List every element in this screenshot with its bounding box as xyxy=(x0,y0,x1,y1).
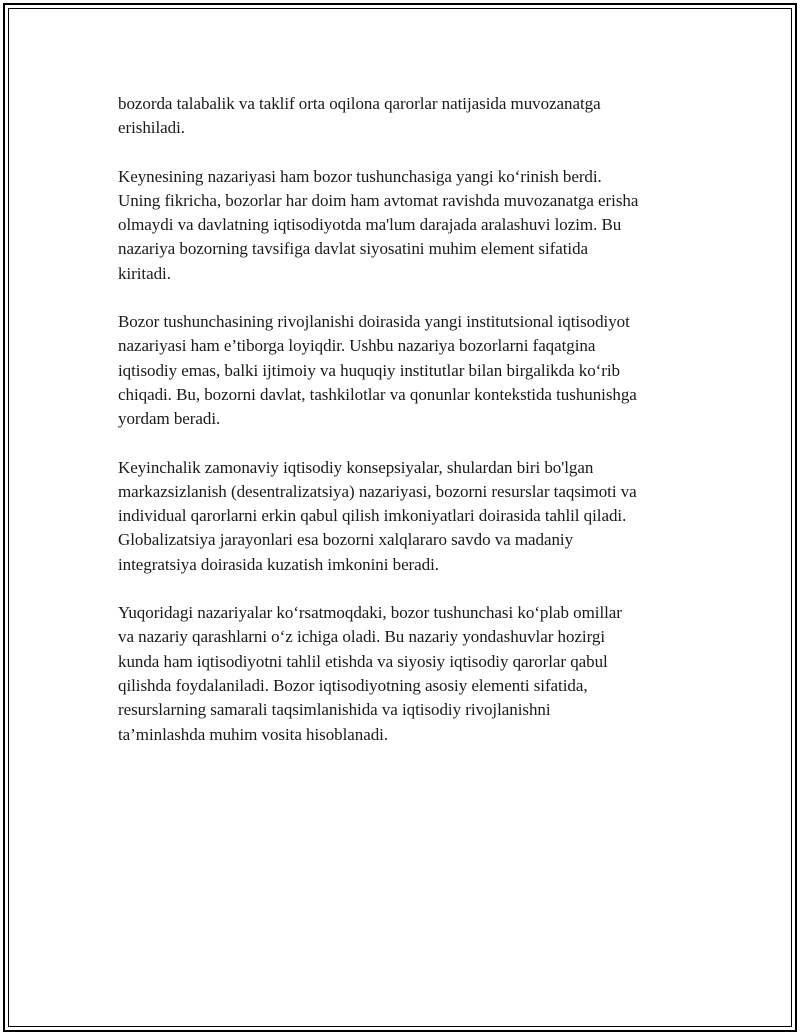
text-line: olmaydi va davlatning iqtisodiyotda ma'lum darajada aralashuvi lozim. Bu xyxy=(118,215,622,235)
document-body xyxy=(118,92,698,771)
text-line: Keynesining nazariyasi ham bozor tushunchasiga yangi ko‘rinish berdi. xyxy=(118,166,602,186)
text-line: Bozor tushunchasining rivojlanishi doirasida yangi institutsional iqtisodiyot xyxy=(118,312,630,332)
paragraph-4 xyxy=(118,456,698,577)
text-line: kiritadi. xyxy=(118,263,171,283)
text-line: qilishda foydalaniladi. Bozor iqtisodiyotning asosiy elementi sifatida, xyxy=(118,675,588,695)
text-line: nazariya bozorning tavsifiga davlat siyosatini muhim element sifatida xyxy=(118,239,589,259)
text-line: nazariyasi ham e’tiborga loyiqdir. Ushbu nazariya bozorlarni faqatgina xyxy=(118,336,596,356)
text-line: Globalizatsiya jarayonlari esa bozorni xalqlararo savdo va madaniy xyxy=(118,530,574,550)
paragraph-3 xyxy=(118,310,698,431)
text-line: iqtisodiy emas, balki ijtimoiy va huquqiy institutlar bilan birgalikda ko‘rib xyxy=(118,360,621,380)
text-line: yordam beradi. xyxy=(118,409,221,429)
text-line: Yuqoridagi nazariyalar ko‘rsatmoqdaki, bozor tushunchasi ko‘plab omillar xyxy=(118,603,622,623)
text-line: resurslarning samarali taqsimlanishida va iqtisodiy rivojlanishni xyxy=(118,700,551,720)
text-line: kunda ham iqtisodiyotni tahlil etishda va siyosiy iqtisodiy qarorlar qabul xyxy=(118,651,608,671)
text-line: Keyinchalik zamonaviy iqtisodiy konsepsiyalar, shulardan biri bo'lgan xyxy=(118,457,594,477)
text-line: va nazariy qarashlarni o‘z ichiga oladi. Bu nazariy yondashuvlar hozirgi xyxy=(118,627,606,647)
text-line: markazsizlanish (desentralizatsiya) nazariyasi, bozorni resurslar taqsimoti va xyxy=(118,481,637,501)
paragraph-1 xyxy=(118,92,698,141)
text-line: bozorda talabalik va taklif orta oqilona qarorlar natijasida muvozanatga xyxy=(118,94,601,113)
paragraph-5 xyxy=(118,601,698,747)
text-line: individual qarorlarni erkin qabul qilish imkoniyatlari doirasida tahlil qiladi. xyxy=(118,506,627,526)
text-line: ta’minlashda muhim vosita hisoblanadi. xyxy=(118,724,389,744)
text-line: erishiladi. xyxy=(118,118,185,138)
text-line: chiqadi. Bu, bozorni davlat, tashkilotlar va qonunlar kontekstida tushunishga xyxy=(118,384,637,404)
paragraph-2 xyxy=(118,165,698,286)
text-line: integratsiya doirasida kuzatish imkonini beradi. xyxy=(118,554,439,574)
text-line: Uning fikricha, bozorlar har doim ham avtomat ravishda muvozanatga erisha xyxy=(118,190,639,210)
